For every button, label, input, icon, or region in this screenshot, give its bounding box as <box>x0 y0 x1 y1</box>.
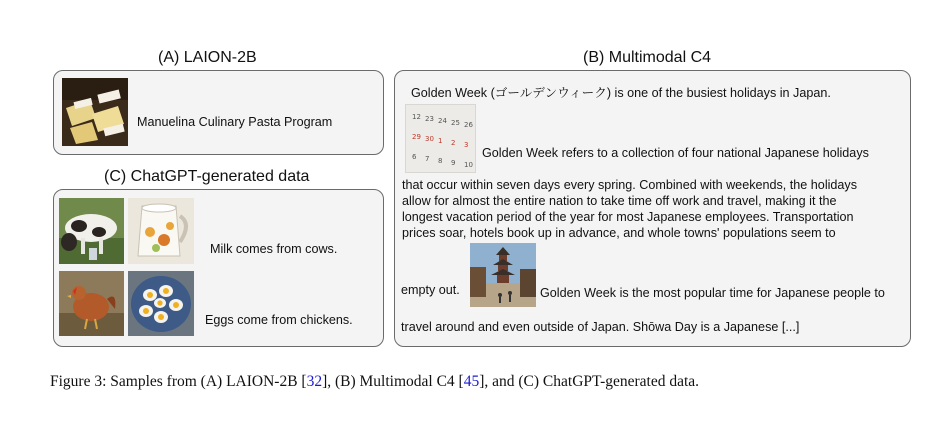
heading-laion: (A) LAION-2B <box>158 49 257 66</box>
pasta-image <box>62 78 128 146</box>
calendar-number: 8 <box>438 157 443 165</box>
calendar-number: 25 <box>451 119 460 127</box>
mmc4-line-2: Golden Week refers to a collection of four national Japanese holidays <box>482 146 869 160</box>
mmc4-line-1: Golden Week (ゴールデンウィーク) is one of the busiest holidays in Japan. <box>411 86 831 100</box>
calendar-number: 2 <box>451 139 456 147</box>
figure-caption <box>50 373 699 391</box>
eggs-image <box>128 271 194 336</box>
pagoda-image <box>470 243 536 307</box>
calendar-number: 29 <box>412 133 421 141</box>
calendar-number: 10 <box>464 161 473 169</box>
calendar-number: 23 <box>425 115 434 123</box>
caption-mid: ], (B) Multimodal C4 [ <box>322 373 464 390</box>
caption-ref-32[interactable]: 32 <box>306 373 323 390</box>
milk-pitcher-image <box>128 198 194 264</box>
calendar-number: 24 <box>438 117 447 125</box>
mmc4-line-popular: Golden Week is the most popular time for Japanese people to <box>540 286 885 300</box>
calendar-number: 6 <box>412 153 417 161</box>
eggs-caption: Eggs come from chickens. <box>205 313 353 327</box>
laion-caption: Manuelina Culinary Pasta Program <box>137 115 333 129</box>
calendar-number: 30 <box>425 135 434 143</box>
mmc4-para-line-4: prices soar, hotels book up in advance, and whole towns' populations seem to <box>402 226 836 240</box>
mmc4-para-line-2: allow for almost the entire nation to take time off work and travel, making it the <box>402 194 837 208</box>
mmc4-line-last: travel around and even outside of Japan. Shōwa Day is a Japanese [...] <box>401 320 800 334</box>
calendar-number: 9 <box>451 159 456 167</box>
calendar-number: 3 <box>464 141 469 149</box>
heading-mmc4: (B) Multimodal C4 <box>583 49 712 66</box>
calendar-number: 26 <box>464 121 473 129</box>
calendar-number: 12 <box>412 113 421 121</box>
calendar-image <box>405 104 476 173</box>
calendar-number: 7 <box>425 155 430 163</box>
heading-chatgpt: (C) ChatGPT-generated data <box>104 168 310 185</box>
mmc4-empty-out: empty out. <box>401 283 460 297</box>
calendar-number: 1 <box>438 137 443 145</box>
mmc4-para-line-1: that occur within seven days every spring. Combined with weekends, the holidays <box>402 178 858 192</box>
cow-image <box>59 198 124 264</box>
milk-caption: Milk comes from cows. <box>210 242 338 256</box>
caption-suffix: ], and (C) ChatGPT-generated data. <box>479 373 700 390</box>
caption-prefix: Figure 3: Samples from (A) LAION-2B [ <box>50 373 307 390</box>
mmc4-para-line-3: longest vacation period of the year for most Japanese employees. Transportation <box>402 210 854 224</box>
caption-ref-45[interactable]: 45 <box>463 373 480 390</box>
chicken-image <box>59 271 124 336</box>
